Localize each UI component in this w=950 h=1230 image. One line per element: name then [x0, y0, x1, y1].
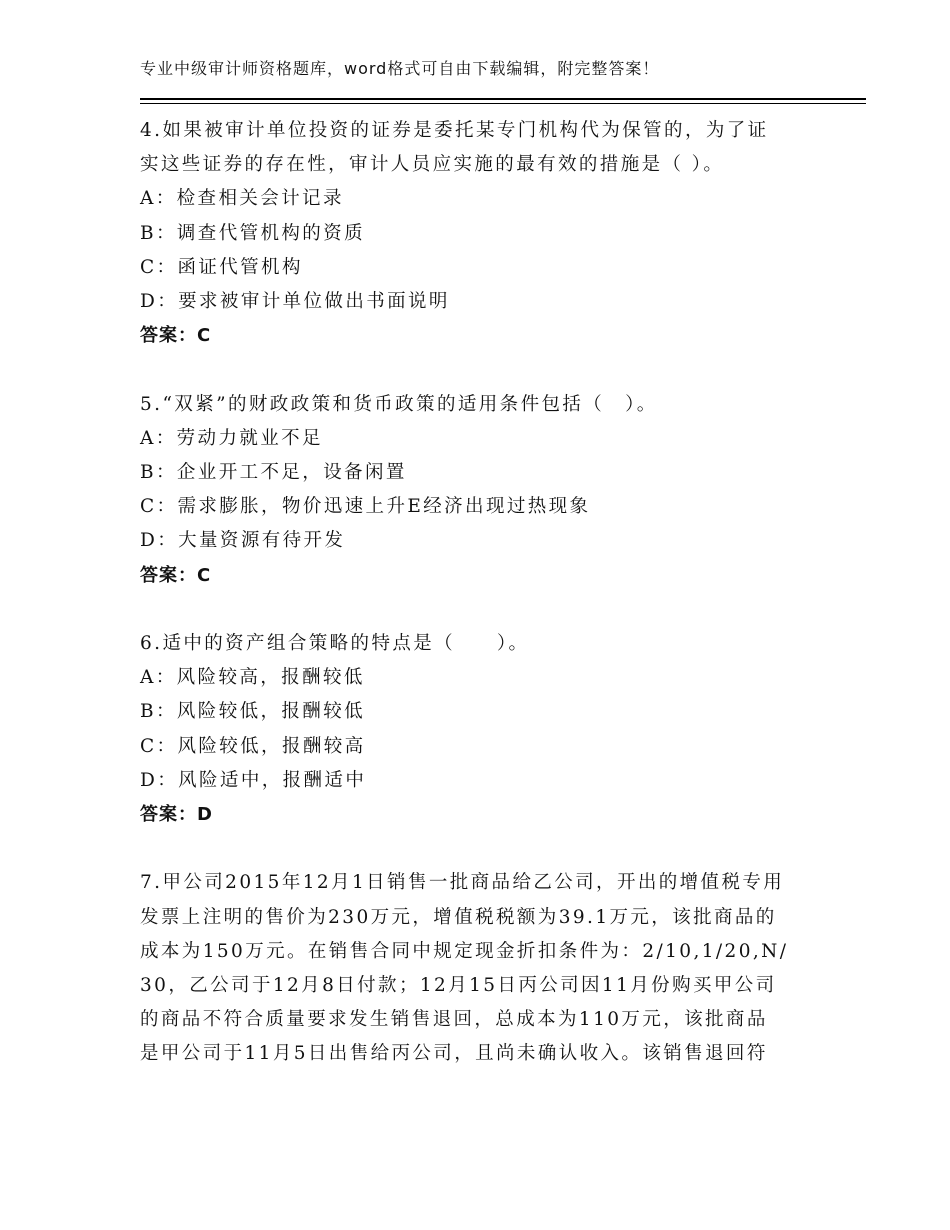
answer: 答案：D — [140, 804, 213, 826]
header-rule-thick — [140, 98, 866, 100]
question-text-line: 是甲公司于11月5日出售给丙公司，且尚未确认收入。该销售退回符 — [140, 1043, 768, 1065]
option-a: A：检查相关会计记录 — [140, 188, 344, 210]
answer: 答案：C — [140, 564, 212, 586]
question-text-line: 5.“双紧”的财政政策和货币政策的适用条件包括（ ）。 — [140, 393, 658, 415]
option-d: D：要求被审计单位做出书面说明 — [140, 291, 450, 313]
option-d: D：大量资源有待开发 — [140, 530, 346, 552]
option-c: C：需求膨胀，物价迅速上升E经济出现过热现象 — [140, 496, 591, 518]
option-a: A：风险较高，报酬较低 — [140, 667, 365, 689]
question-text-line: 发票上注明的售价为230万元，增值税税额为39.1万元，该批商品的 — [140, 906, 777, 928]
question-text-line: 成本为150万元。在销售合同中规定现金折扣条件为：2/10,1/20,N/ — [140, 940, 789, 962]
question-text-line: 30，乙公司于12月8日付款；12月15日丙公司因11月份购买甲公司 — [140, 975, 777, 997]
question-list — [140, 114, 815, 1072]
question-text-line: 4.如果被审计单位投资的证券是委托某专门机构代为保管的，为了证 — [140, 120, 769, 141]
question-text-line: 6.适中的资产组合策略的特点是（ ）。 — [140, 633, 530, 655]
question-text-line: 7.甲公司2015年12月1日销售一批商品给乙公司，开出的增值税专用 — [140, 872, 785, 894]
spacer — [140, 832, 815, 866]
spacer — [140, 353, 815, 387]
option-d: D：风险适中，报酬适中 — [140, 769, 367, 791]
question-5 — [140, 388, 815, 593]
header-rule-thin — [140, 103, 866, 104]
option-a: A：劳动力就业不足 — [140, 427, 323, 449]
option-c: C：函证代管机构 — [140, 256, 303, 278]
question-4 — [140, 114, 815, 353]
question-text-line: 实这些证券的存在性，审计人员应实施的最有效的措施是（ ）。 — [140, 154, 725, 176]
option-b: B：企业开工不足，设备闲置 — [140, 462, 407, 484]
question-6 — [140, 627, 815, 832]
spacer — [140, 593, 815, 627]
question-text-line: 的商品不符合质量要求发生销售退回，总成本为110万元，该批商品 — [140, 1009, 768, 1031]
page-header: 专业中级审计师资格题库，word格式可自由下载编辑，附完整答案！ — [140, 59, 660, 78]
option-b: B：风险较低，报酬较低 — [140, 701, 365, 723]
option-b: B：调查代管机构的资质 — [140, 222, 365, 244]
question-7 — [140, 866, 815, 1071]
option-c: C：风险较低，报酬较高 — [140, 735, 366, 757]
answer: 答案：C — [140, 325, 212, 347]
